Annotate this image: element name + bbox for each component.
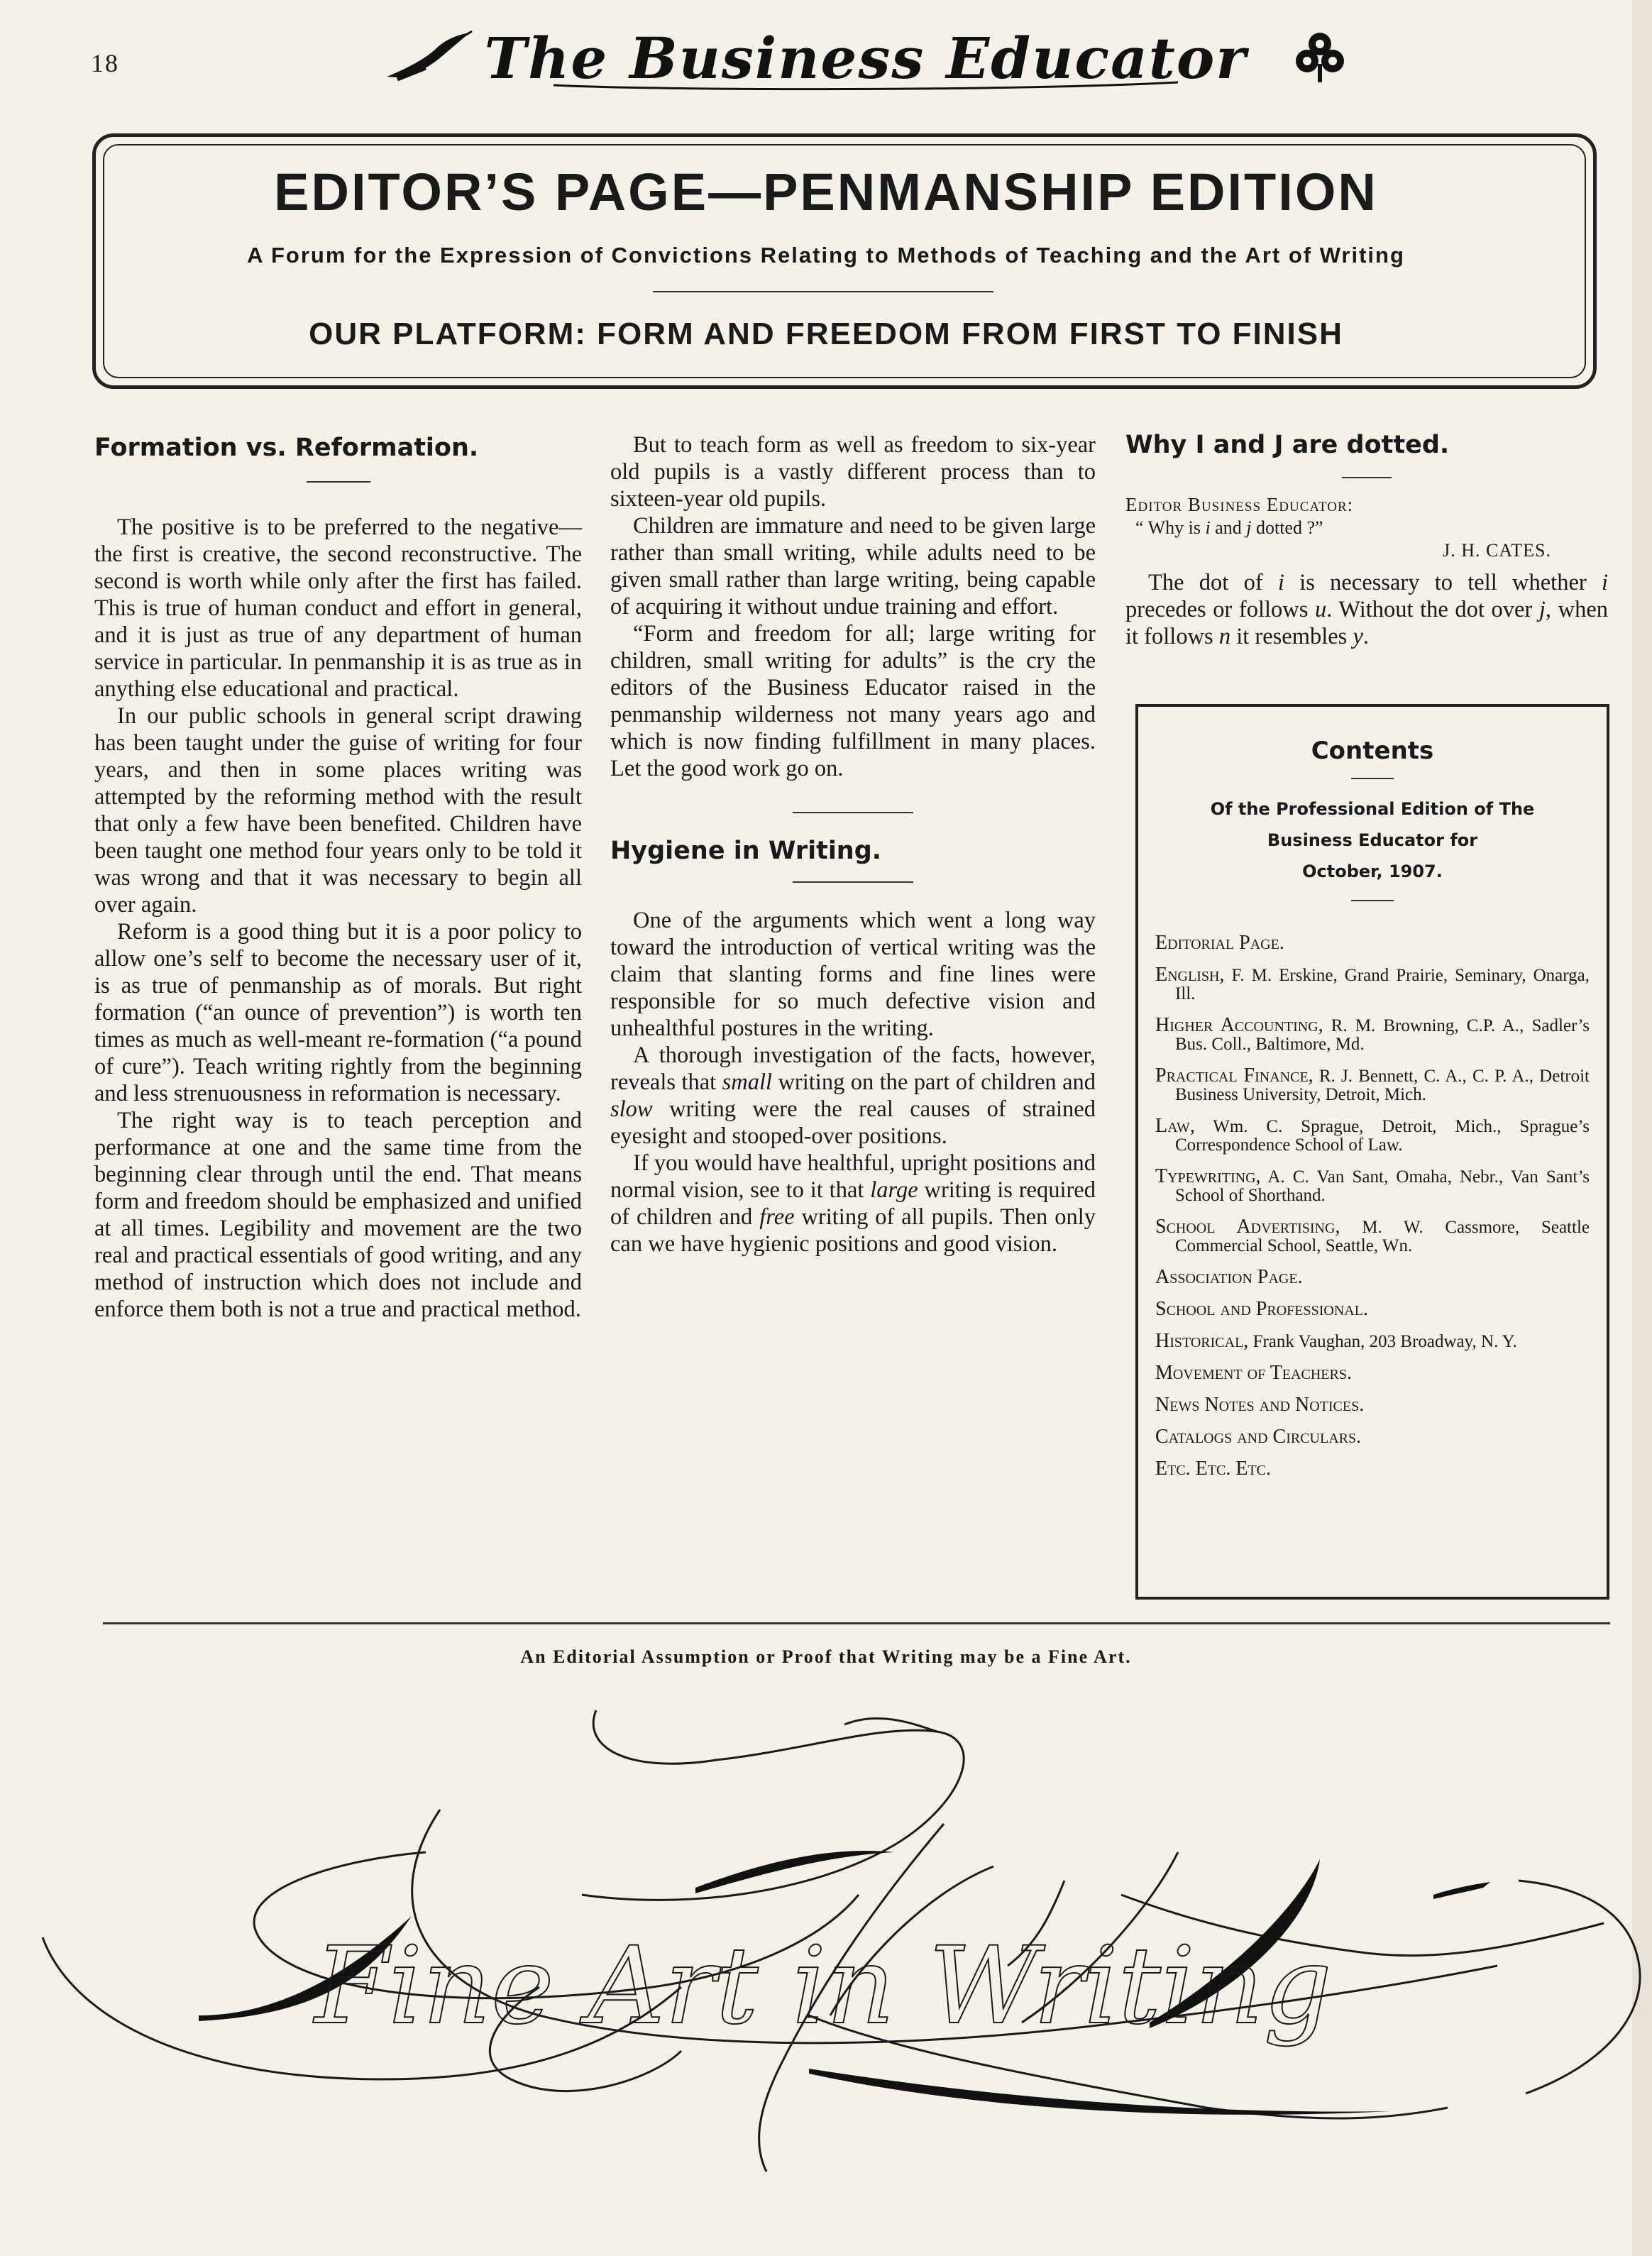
contents-item: School and Professional. [1155, 1298, 1368, 1320]
contents-list [1155, 934, 1590, 1479]
contents-subtitle: Of the Professional Edition of The [1210, 799, 1535, 819]
article-paragraph: If you would have healthful, upright positions and normal vision, see to it that large writing is required of children and free writing of all pupils. Then only can we have hygienic positions and good vision. [610, 1150, 1096, 1257]
platform-statement: OUR PLATFORM: FORM AND FREEDOM FROM FIRST TO FINISH [309, 317, 1343, 351]
column-middle [610, 431, 1096, 1258]
article-heading: Hygiene in Writing. [610, 837, 882, 865]
article-paragraph: A thorough investigation of the facts, however, reveals that small writing on the part of children and slow writing were the real causes of strained eyesight and stooped-over positions. [610, 1042, 1096, 1149]
article-paragraph: Children are immature and need to be given large rather than small writing, while adults need to be given small rather than large writing, being capable of acquiring it without undue training and effort. [610, 513, 1096, 620]
article-paragraph: The right way is to teach perception and performance at one and the same time from the beginning clear through until the end. That means form and freedom should be emphasized and unified at all times. Legibility and movement are the two real and practical essentials of good writing, and any method of instruction which does not include and enforce them both is not a true and practical method. [94, 1108, 582, 1322]
contents-date: October, 1907. [1302, 862, 1443, 881]
quill-icon [383, 27, 475, 84]
contents-item: Practical Finance, R. J. Bennett, C. A., C. P. A., Detroit Business University, Detroit, Mich. [1155, 1064, 1590, 1104]
article-paragraph: “Form and freedom for all; large writing for children, small writing for adults” is the cry the editors of the Business Educator raised in the penmanship wilderness not many years ago and which is now finding fulfillment in many places. Let the good work go on. [610, 621, 1096, 781]
contents-box [1135, 704, 1609, 1600]
page-subtitle: A Forum for the Expression of Convictions Relating to Methods of Teaching and the Art of Writing [247, 243, 1405, 268]
article-heading: Formation vs. Reformation. [94, 434, 479, 462]
contents-item: Movement of Teachers. [1155, 1362, 1352, 1384]
contents-subtitle: Business Educator for [1267, 830, 1478, 850]
contents-item: Catalogs and Circulars. [1155, 1426, 1362, 1448]
letter-salutation: Editor Business Educator: [1125, 494, 1354, 515]
svg-text:The Business Educator: The Business Educator [484, 25, 1248, 92]
contents-item: Higher Accounting, R. M. Browning, C.P. A., Sadler’s Bus. Coll., Baltimore, Md. [1155, 1014, 1590, 1054]
illustration-caption: An Editorial Assumption or Proof that Writing may be a Fine Art. [520, 1646, 1132, 1667]
heading-divider [1351, 900, 1394, 901]
letter-signature: J. H. CATES. [1443, 540, 1551, 561]
contents-item: School Advertising, M. W. Cassmore, Seattle Commercial School, Seattle, Wn. [1155, 1216, 1590, 1255]
contents-item: Law, Wm. C. Sprague, Detroit, Mich., Sprague’s Correspondence School of Law. [1155, 1115, 1590, 1155]
page-number: 18 [91, 49, 119, 77]
article-paragraph: Reform is a good thing but it is a poor policy to allow one’s self to become the necessary user of it, is as true of penmanship as of morals. But right formation (“an ounce of prevention”) is worth ten times as much as well-meant re-formation (“a pound of cure”). Teach writing rightly from the beginning and less strenuousness in reformation is necessary. [94, 919, 582, 1106]
heading-divider [1342, 477, 1392, 478]
contents-item: Editorial Page. [1155, 932, 1284, 954]
contents-item: News Notes and Notices. [1155, 1394, 1365, 1416]
article-paragraph: The positive is to be preferred to the negative—the first is creative, the second reconstructive. The second is worth while only after the first has failed. This is true of human conduct and effort in general, and it is just as true of any department of human service in particular. In penmanship it is as true as in anything else educational and practical. [94, 515, 582, 702]
contents-item: Association Page. [1155, 1266, 1303, 1288]
contents-item: English, F. M. Erskine, Grand Prairie, Seminary, Onarga, Ill. [1155, 964, 1590, 1003]
article-paragraph: The dot of i is necessary to tell whether i precedes or follows u. Without the dot over j, when it follows n it resembles y. [1125, 570, 1608, 649]
heading-divider [1351, 778, 1394, 779]
article-paragraph: In our public schools in general script drawing has been taught under the guise of writing for four years, and then in some places writing was attempted by the reforming method with the result that only a few have been benefited. Children have been taught one method four years only to be told it was wrong and that it was necessary to begin all over again. [94, 703, 582, 918]
heading-divider [307, 481, 370, 483]
clover-ornament-icon [1292, 28, 1348, 85]
bottom-divider [103, 1622, 1610, 1624]
article-formation [94, 434, 582, 1323]
section-divider [793, 812, 913, 813]
article-heading: Why I and J are dotted. [1125, 431, 1450, 459]
article-paragraph: One of the arguments which went a long way toward the introduction of vertical writing was the claim that slanting forms and fine lines were responsible for so much defective vision and unhealthful postures in the writing. [610, 908, 1096, 1041]
contents-title: Contents [1311, 737, 1434, 765]
contents-item: Historical, Frank Vaughan, 203 Broadway, N. Y. [1155, 1330, 1517, 1352]
column-right [1125, 431, 1608, 650]
article-paragraph: But to teach form as well as freedom to six-year old pupils is a vastly different process than to sixteen-year old pupils. [610, 432, 1096, 512]
contents-item: Typewriting, A. C. Van Sant, Omaha, Nebr., Van Sant’s School of Shorthand. [1155, 1165, 1590, 1205]
penmanship-flourish-illustration [43, 1682, 1652, 2243]
title-divider [653, 291, 993, 292]
letter-question: “ Why is i and j dotted ?” [1135, 517, 1323, 538]
flourish-text: Fine Art in Writing [314, 1925, 1332, 2048]
heading-divider [793, 881, 913, 883]
page-title: EDITOR’S PAGE—PENMANSHIP EDITION [274, 163, 1378, 221]
masthead-logo [484, 20, 1248, 98]
contents-item: Etc. Etc. Etc. [1155, 1458, 1271, 1480]
